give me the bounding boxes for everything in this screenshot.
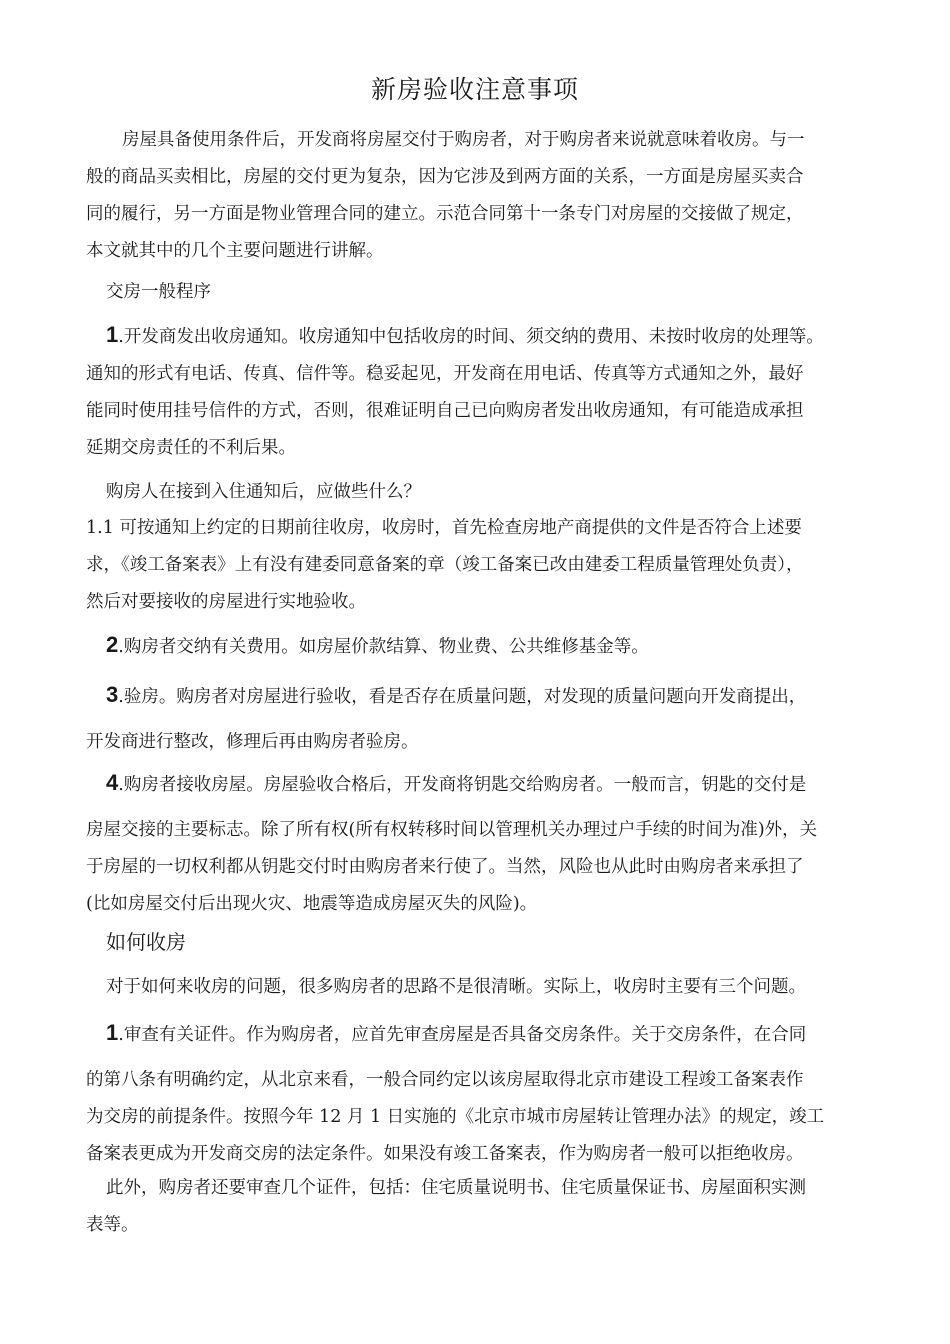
procedure-step-3 [86, 676, 882, 761]
procedure-step-4 [86, 764, 882, 923]
item-1-1 [86, 510, 882, 621]
section2-intro-text: 对于如何来收房的问题，很多购房者的思路不是很清晰。实际上，收房时主要有三个问题。 [106, 977, 806, 997]
extra-line: 表等。 [86, 1215, 139, 1235]
question-line [86, 474, 882, 511]
step-number: 1 [106, 322, 119, 347]
section-heading-receive [86, 922, 882, 962]
step-line: 的第八条有明确约定，从北京来看，一般合同约定以该房屋取得北京市建设工程竣工备案表作 [86, 1070, 804, 1090]
intro-line: 同的履行，另一方面是物业管理合同的建立。示范合同第十一条专门对房屋的交接做了规定， [86, 204, 804, 224]
intro-paragraph [86, 122, 882, 270]
step-text: .购房者接收房屋。房屋验收合格后，开发商将钥匙交给购房者。一般而言，钥匙的交付是 [118, 775, 807, 795]
item-line: 求，《竣工备案表》上有没有建委同意备案的章（竣工备案已改由建委工程质量管理处负责）， [86, 555, 804, 575]
step-text: .审查有关证件。作为购房者，应首先审查房屋是否具备交房条件。关于交房条件，在合同 [118, 1025, 807, 1045]
step-line [86, 676, 882, 716]
step-line: 房屋交接的主要标志。除了所有权(所有权转移时间以管理机关办理过户手续的时间为准)外，关 [86, 820, 818, 840]
procedure-step-2 [86, 626, 882, 666]
step-line [86, 316, 882, 356]
intro-line: 般的商品买卖相比，房屋的交付更为复杂，因为它涉及到两方面的关系，一方面是房屋买卖合 [86, 167, 804, 187]
step-number: 1 [106, 1020, 119, 1045]
step-text: .验房。购房者对房屋进行验收，看是否存在质量问题，对发现的质量问题向开发商提出， [118, 687, 807, 707]
extra-line: 此外，购房者还要审查几个证件，包括：住宅质量说明书、住宅质量保证书、房屋面积实测 [106, 1178, 806, 1198]
step-line: 为交房的前提条件。按照今年 12 月 1 日实施的《北京市城市房屋转让管理办法》的规定，竣工 [86, 1107, 825, 1127]
section-heading-procedure [86, 274, 882, 311]
step-text: .开发商发出收房通知。收房通知中包括收房的时间、须交纳的费用、未按时收房的处理等。 [118, 327, 824, 347]
step-number: 2 [106, 632, 119, 657]
step-line: 于房屋的一切权利都从钥匙交付时由购房者来行使了。当然，风险也从此时由购房者来承担了 [86, 857, 804, 877]
item-line: 1.1 可按通知上约定的日期前往收房，收房时，首先检查房地产商提供的文件是否符合上述要 [86, 518, 802, 538]
step-line: 能同时使用挂号信件的方式，否则，很难证明自己已向购房者发出收房通知，有可能造成承担 [86, 401, 804, 421]
extra-paragraph [86, 1170, 882, 1244]
item-line: 然后对要接收的房屋进行实地验收。 [86, 592, 366, 612]
intro-line: 房屋具备使用条件后，开发商将房屋交付于购房者，对于购房者来说就意味着收房。与一 [122, 130, 805, 150]
step-line [86, 1014, 882, 1054]
question-text: 购房人在接到入住通知后，应做些什么？ [106, 482, 421, 502]
step-line: 延期交房责任的不利后果。 [86, 438, 296, 458]
section-heading-text: 交房一般程序 [106, 282, 211, 302]
step-line [86, 764, 882, 804]
section2-intro [86, 969, 882, 1006]
document-title: 新房验收注意事项 [370, 75, 579, 104]
step-line: 备案表更成为开发商交房的法定条件。如果没有竣工备案表，作为购房者一般可以拒绝收房。 [86, 1144, 804, 1164]
step-line [86, 626, 882, 666]
intro-line: 本文就其中的几个主要问题进行讲解。 [86, 241, 384, 261]
procedure-step-1 [86, 316, 882, 467]
section-heading-text: 如何收房 [106, 930, 186, 954]
step-line: (比如房屋交付后出现火灾、地震等造成房屋灭失的风险)。 [86, 894, 538, 914]
step-line: 开发商进行整改，修理后再由购房者验房。 [86, 732, 419, 752]
step-text: .购房者交纳有关费用。如房屋价款结算、物业费、公共维修基金等。 [118, 637, 649, 657]
step-number: 4 [106, 770, 119, 795]
step-number: 3 [106, 682, 119, 707]
step-line: 通知的形式有电话、传真、信件等。稳妥起见，开发商在用电话、传真等方式通知之外，最好 [86, 364, 804, 384]
receive-step-1 [86, 1014, 882, 1173]
